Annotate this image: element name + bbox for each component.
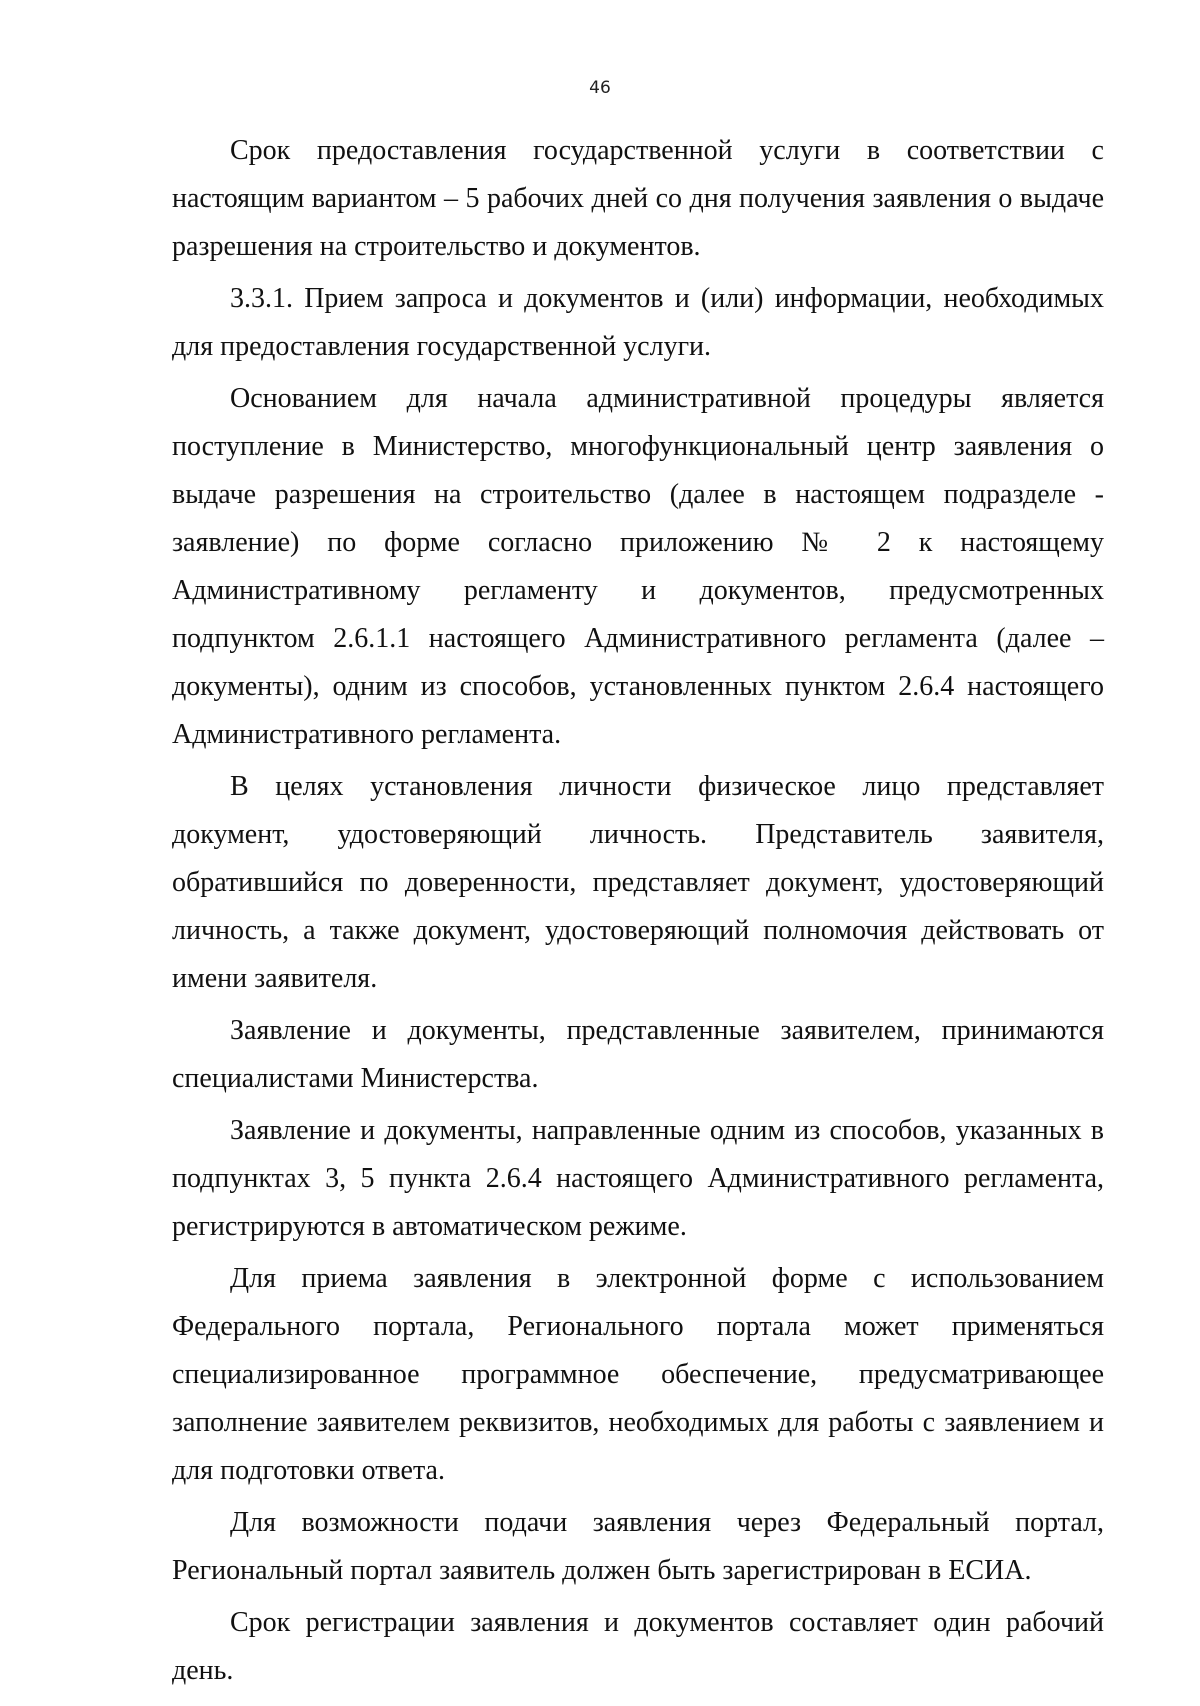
paragraph: Срок регистрации заявления и документов составляет один рабочий день. <box>172 1607 1104 1686</box>
document-body <box>172 127 1104 1699</box>
paragraph: В целях установления личности физическое лицо представляет документ, удостоверяющий личность. Представитель заявителя, обратившийся по доверенности, представляет документ, удостоверяющий личность, а также документ, удостоверяющий полномочия действовать от имени заявителя. <box>172 771 1104 994</box>
paragraph: Заявление и документы, представленные заявителем, принимаются специалистами Министерства. <box>172 1015 1104 1094</box>
page-number: 46 <box>589 78 611 98</box>
paragraph: 3.3.1. Прием запроса и документов и (или) информации, необходимых для предоставления государственной услуги. <box>172 283 1104 362</box>
paragraph: Для возможности подачи заявления через Федеральный портал, Региональный портал заявитель должен быть зарегистрирован в ЕСИА. <box>172 1507 1104 1586</box>
paragraph: Срок предоставления государственной услуги в соответствии с настоящим вариантом – 5 рабочих дней со дня получения заявления о выдаче разрешения на строительство и документов. <box>172 135 1104 262</box>
paragraph: Основанием для начала административной процедуры является поступление в Министерство, многофункциональный центр заявления о выдаче разрешения на строительство (далее в настоящем подразделе - заявление) по форме согласно приложению № 2 к настоящему Административному регламенту и документов, предусмотренных подпунктом 2.6.1.1 настоящего Административного регламента (далее – документы), одним из способов, установленных пунктом 2.6.4 настоящего Административного регламента. <box>172 383 1104 750</box>
paragraph: Для приема заявления в электронной форме с использованием Федерального портала, Регионального портала может применяться специализированное программное обеспечение, предусматривающее заполнение заявителем реквизитов, необходимых для работы с заявлением и для подготовки ответа. <box>172 1263 1104 1486</box>
paragraph: Заявление и документы, направленные одним из способов, указанных в подпунктах 3, 5 пункта 2.6.4 настоящего Административного регламента, регистрируются в автоматическом режиме. <box>172 1115 1104 1242</box>
